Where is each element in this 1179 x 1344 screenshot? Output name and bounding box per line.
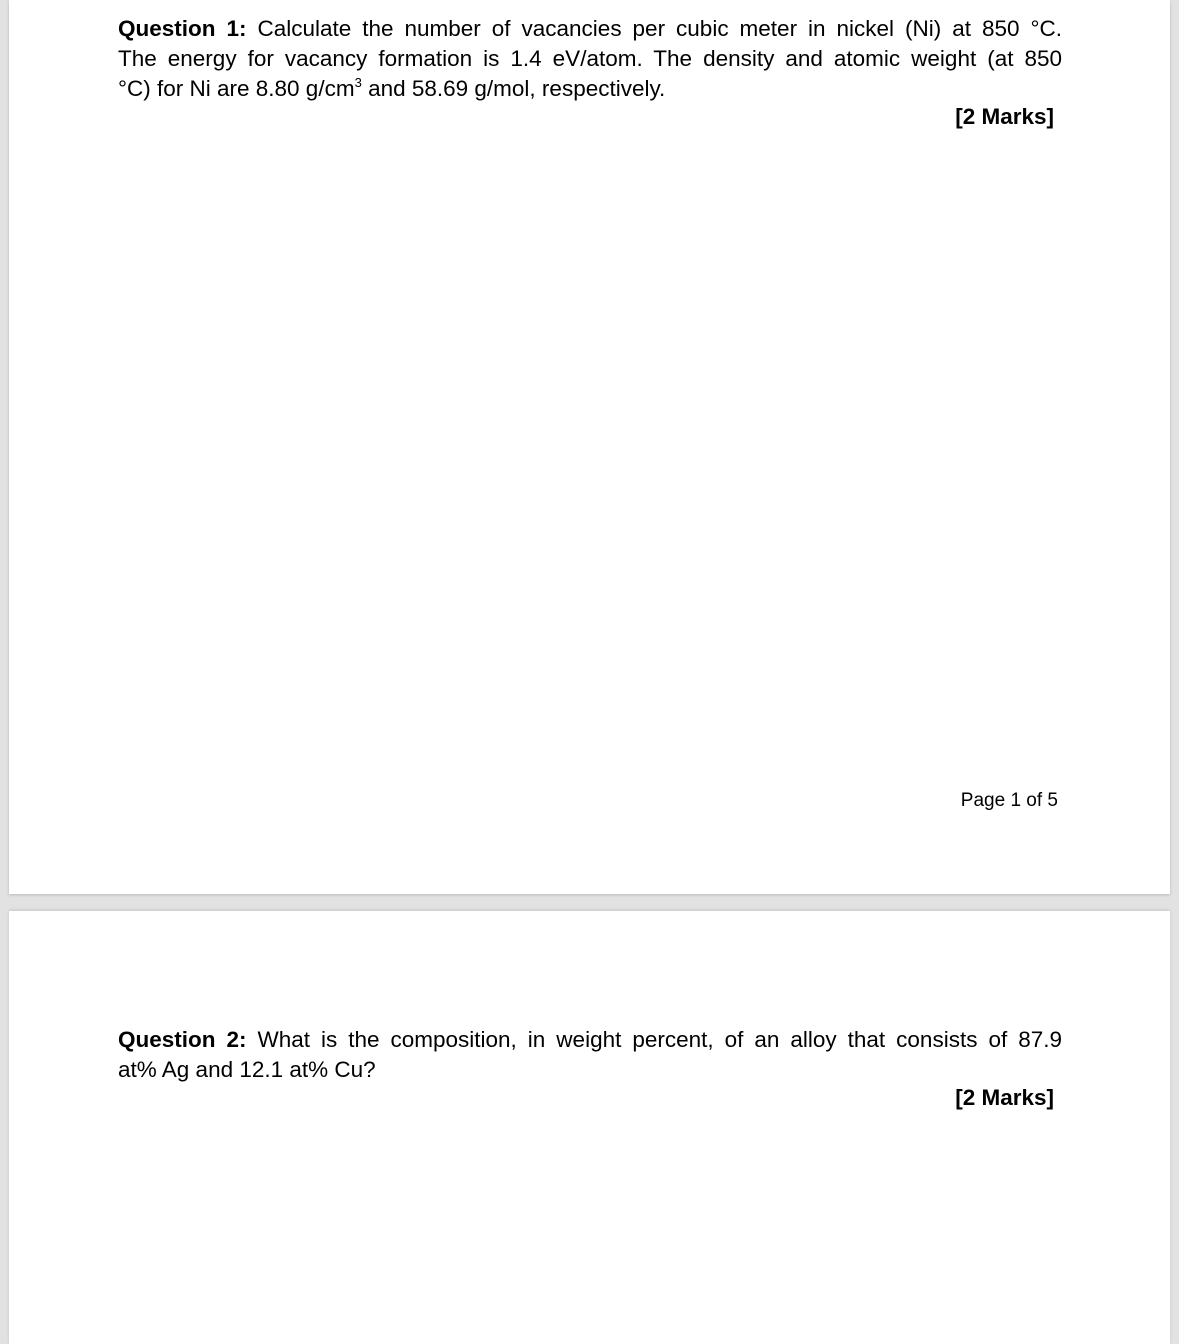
question-1-marks: [2 Marks] — [955, 104, 1054, 129]
question-2-line-2: at% Ag and 12.1 at% Cu? — [118, 1057, 376, 1082]
question-1-line-2: The energy for vacancy formation is 1.4 eV/atom. The density and atomic weight (at 850 — [118, 46, 1062, 71]
question-2-line-1: What is the composition, in weight percent, of an alloy that consists of 87.9 — [246, 1027, 1062, 1052]
page-number: Page 1 of 5 — [960, 790, 1058, 811]
question-1-label: Question 1: — [118, 16, 247, 41]
question-1-line-1: Calculate the number of vacancies per cubic meter in nickel (Ni) at 850 °C. — [246, 16, 1062, 41]
question-2-label: Question 2: — [118, 1027, 247, 1052]
document-page-2 — [9, 911, 1170, 1344]
question-1-line-3a: °C) for Ni are 8.80 g/cm — [118, 76, 355, 101]
document-page-1 — [9, 0, 1170, 894]
question-2-text — [118, 1025, 1062, 1085]
question-1-superscript: 3 — [354, 75, 362, 90]
question-1-text — [118, 14, 1062, 104]
question-2-marks: [2 Marks] — [955, 1085, 1054, 1110]
question-1-line-3b: and 58.69 g/mol, respectively. — [361, 76, 666, 101]
